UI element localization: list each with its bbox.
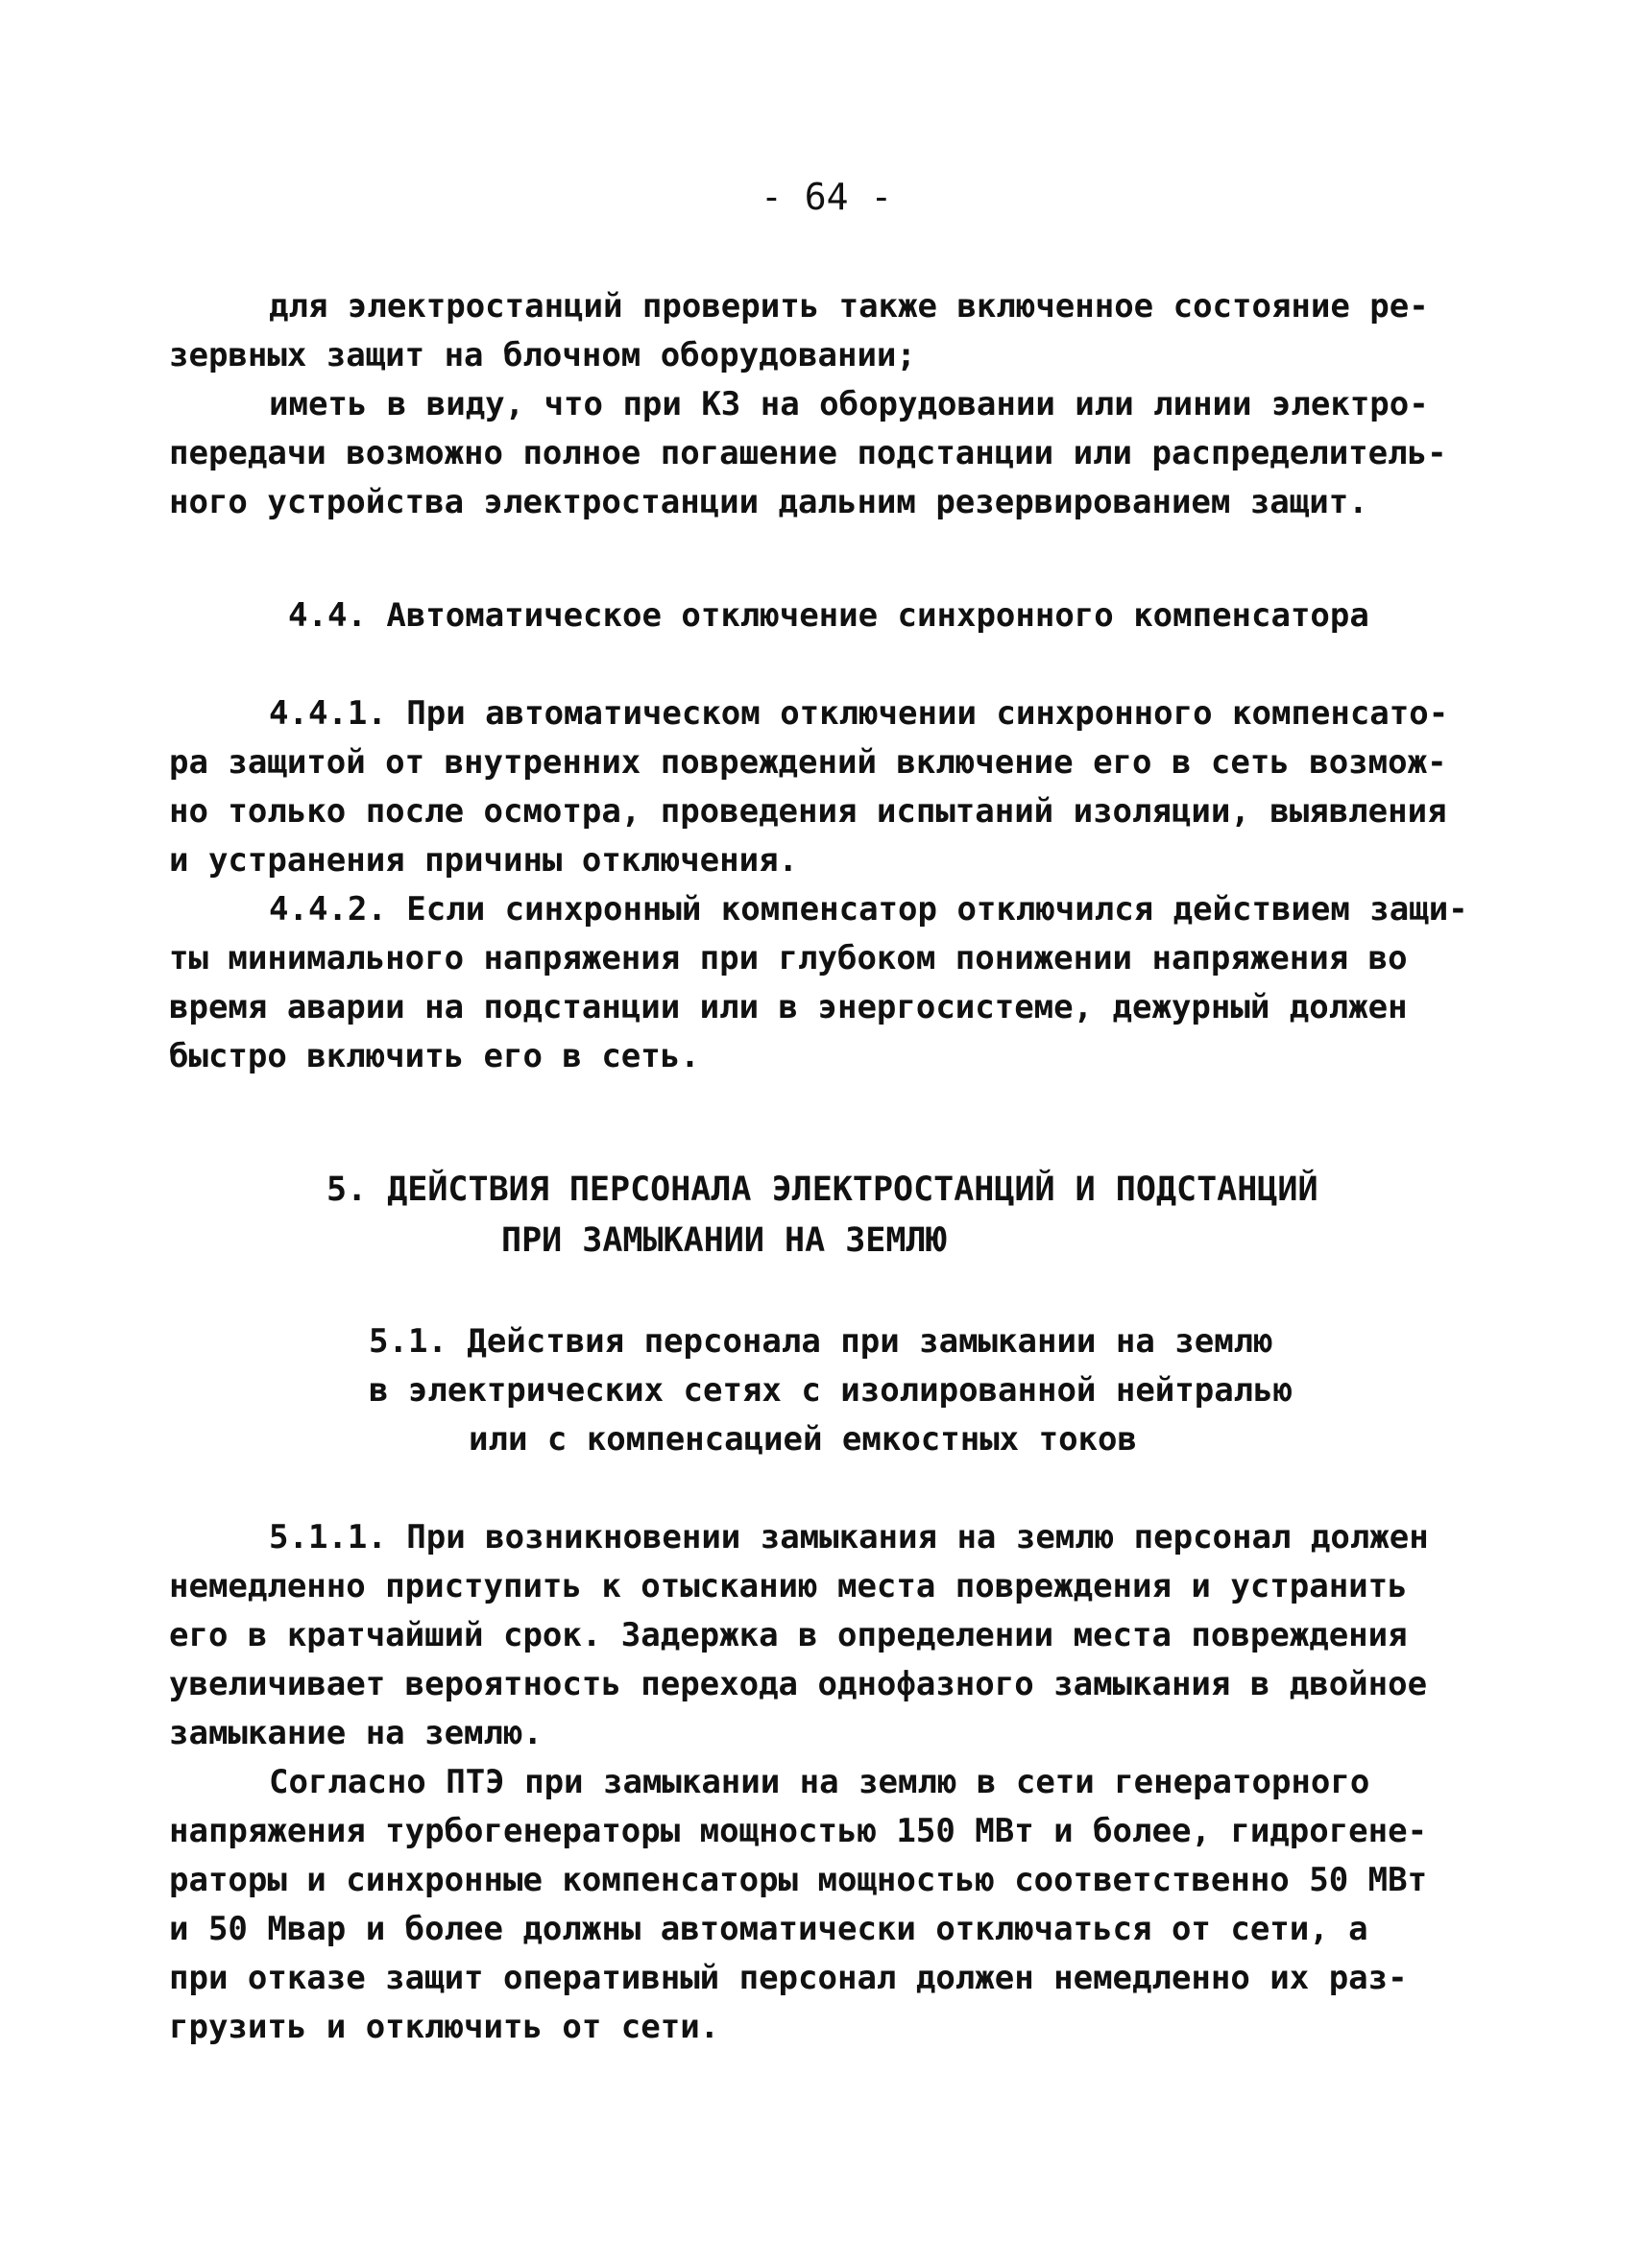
paragraph-line: при отказе защит оперативный персонал должен немедленно их раз- (169, 1959, 1408, 1997)
intro-line: зервных защит на блочном оборудовании; (169, 336, 916, 374)
paragraph-line: замыкание на землю. (169, 1714, 543, 1752)
paragraph-line: раторы и синхронные компенсаторы мощностью соответственно 50 МВт (169, 1861, 1428, 1899)
paragraph-line: Согласно ПТЭ при замыкании на землю в сети генераторного (269, 1763, 1370, 1801)
subsection-heading-5-1: 5.1. Действия персонала при замыкании на землю (369, 1322, 1273, 1361)
paragraph-line: и 50 Мвар и более должны автоматически отключаться от сети, а (169, 1910, 1368, 1948)
paragraph-line: немедленно приступить к отысканию места повреждения и устранить (169, 1567, 1408, 1605)
intro-line: передачи возможно полное погашение подстанции или распределитель- (169, 434, 1447, 472)
paragraph-line: 5.1.1. При возникновении замыкания на землю персонал должен (269, 1518, 1429, 1556)
paragraph-line: напряжения турбогенераторы мощностью 150 МВт и более, гидрогене- (169, 1812, 1428, 1850)
intro-line: иметь в виду, что при КЗ на оборудовании или линии электро- (269, 385, 1429, 423)
subsection-heading-5-1: в электрических сетях с изолированной нейтралью (369, 1371, 1293, 1410)
subsection-heading-5-1: или с компенсацией емкостных токов (469, 1420, 1137, 1459)
paragraph-line: увеличивает вероятность перехода однофазного замыкания в двойное (169, 1665, 1428, 1703)
paragraph-line: но только после осмотра, проведения испытаний изоляции, выявления (169, 792, 1447, 831)
paragraph-line: и устранения причины отключения. (169, 841, 799, 880)
paragraph-line: 4.4.1. При автоматическом отключении синхронного компенсато- (269, 694, 1449, 733)
paragraph-line: грузить и отключить от сети. (169, 2008, 720, 2046)
section-heading-5: ПРИ ЗАМЫКАНИИ НА ЗЕМЛЮ (501, 1221, 947, 1260)
page-number: - 64 - (761, 176, 893, 218)
paragraph-line: его в кратчайший срок. Задержка в определении места повреждения (169, 1616, 1408, 1654)
intro-line: ного устройства электростанции дальним резервированием защит. (169, 483, 1368, 521)
intro-line: для электростанций проверить также включенное состояние ре- (269, 287, 1429, 326)
paragraph-line: 4.4.2. Если синхронный компенсатор отключился действием защи- (269, 890, 1468, 929)
section-heading-5: 5. ДЕЙСТВИЯ ПЕРСОНАЛА ЭЛЕКТРОСТАНЦИЙ И ПОДСТАНЦИЙ (326, 1170, 1318, 1209)
paragraph-line: ра защитой от внутренних повреждений включение его в сеть возмож- (169, 743, 1447, 782)
section-heading-4-4: 4.4. Автоматическое отключение синхронного компенсатора (288, 596, 1369, 635)
paragraph-line: время аварии на подстанции или в энергосистеме, дежурный должен (169, 988, 1408, 1026)
paragraph-line: быстро включить его в сеть. (169, 1037, 700, 1075)
paragraph-line: ты минимального напряжения при глубоком понижении напряжения во (169, 939, 1408, 977)
